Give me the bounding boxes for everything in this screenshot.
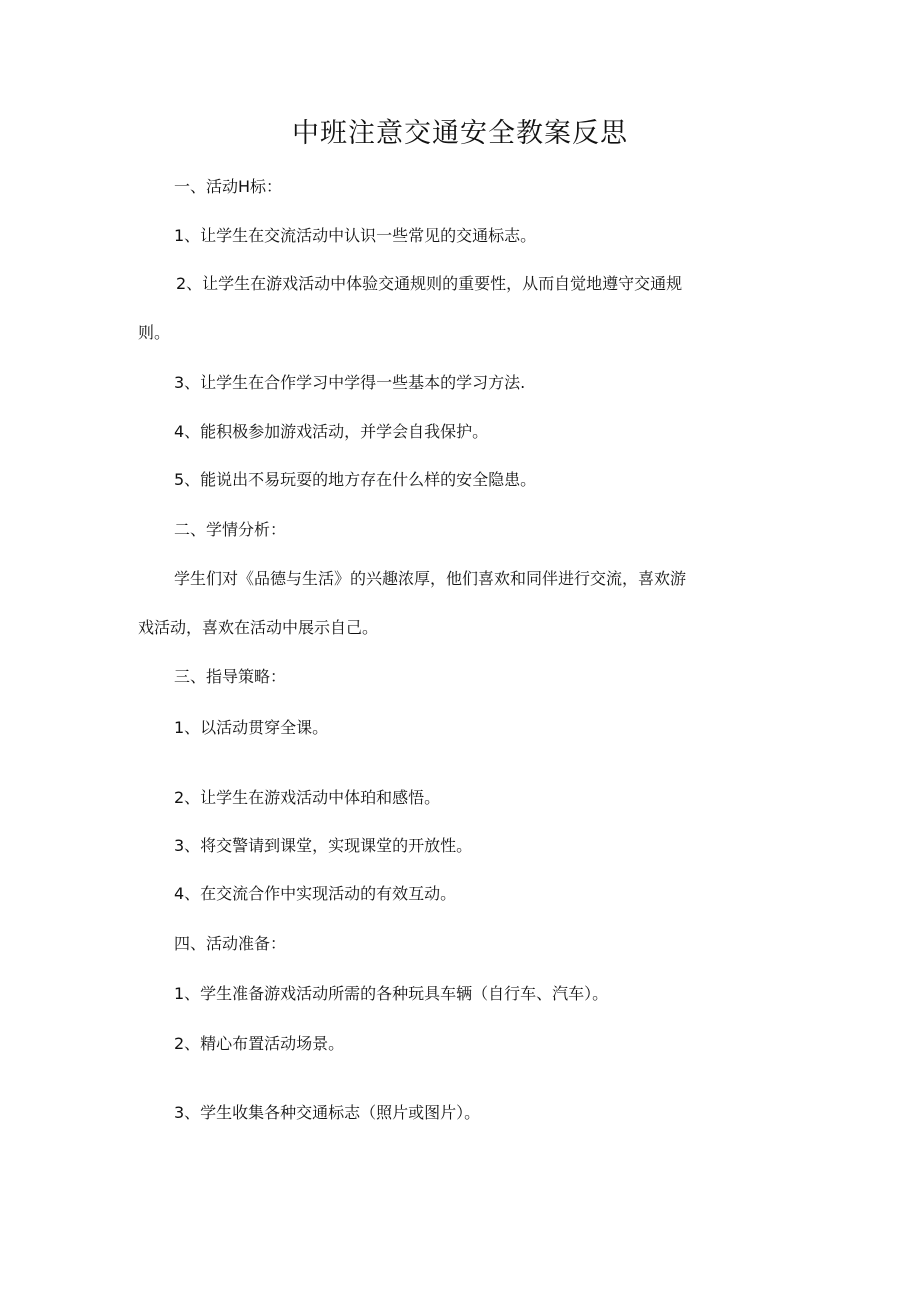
objective-item-1: 1、让学生在交流活动中认识一些常见的交通标志。	[174, 226, 537, 245]
strategy-item-1: 1、以活动贯穿全课。	[174, 718, 329, 737]
section-heading-objectives: 一、活动H标：	[174, 177, 283, 196]
analysis-paragraph-line-1: 学生们对《品德与生活》的兴趣浓厚，他们喜欢和同伴进行交流，喜欢游	[174, 569, 687, 588]
objective-item-2-continued: 则。	[138, 323, 171, 342]
analysis-paragraph-line-2: 戏活动，喜欢在活动中展示自己。	[138, 618, 379, 637]
objective-item-3: 3、让学生在合作学习中学得一些基本的学习方法.	[174, 373, 526, 392]
strategy-item-4: 4、在交流合作中实现活动的有效互动。	[174, 884, 457, 903]
objective-item-2: 2、让学生在游戏活动中体验交通规则的重要性，从而自觉地遵守交通规	[176, 274, 683, 293]
section-heading-strategy: 三、指导策略：	[174, 667, 287, 686]
section-heading-analysis: 二、学情分析：	[174, 520, 287, 539]
preparation-item-3: 3、学生收集各种交通标志（照片或图片）。	[174, 1103, 481, 1122]
preparation-item-2: 2、精心布置活动场景。	[174, 1034, 345, 1053]
objective-item-4: 4、能积极参加游戏活动，并学会自我保护。	[174, 422, 489, 441]
objective-item-5: 5、能说出不易玩耍的地方存在什么样的安全隐患。	[174, 470, 537, 489]
strategy-item-3: 3、将交警请到课堂，实现课堂的开放性。	[174, 836, 473, 855]
preparation-item-1: 1、学生准备游戏活动所需的各种玩具车辆（自行车、汽车）。	[174, 984, 609, 1003]
section-heading-preparation: 四、活动准备：	[174, 934, 287, 953]
document-title: 中班注意交通安全教案反思	[292, 118, 628, 149]
strategy-item-2: 2、让学生在游戏活动中体珀和感悟。	[174, 788, 441, 807]
